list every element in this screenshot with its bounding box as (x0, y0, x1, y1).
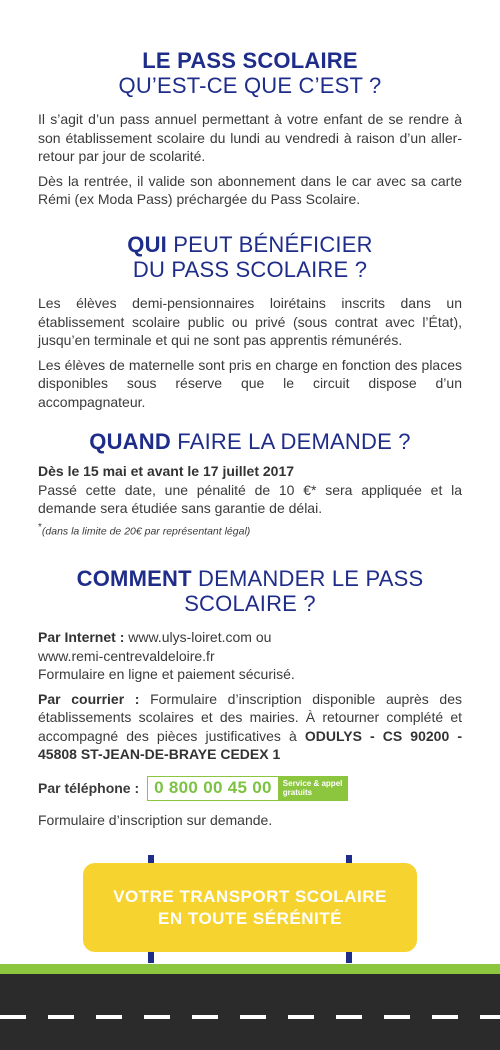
free-service-badge (278, 777, 348, 800)
title-strong: COMMENT (76, 566, 192, 591)
phone-label: Par téléphone : (38, 780, 140, 796)
road-dash (288, 1015, 314, 1019)
title-rest: QU’EST-CE QUE C’EST ? (118, 73, 382, 98)
paragraph: Les élèves de maternelle sont pris en charge en fonction des places disponibles sous réserve que le circuit dispose d’un accompagnateur. (38, 356, 462, 410)
phone-row (38, 776, 462, 801)
section-what (38, 48, 462, 209)
paragraph: Les élèves demi-pensionnaires loirétains inscrits dans un établissement scolaire public ou privé (sous contrat avec l’État), jusqu’en terminale et qui ne sont pas apprentis rémunérés. (38, 295, 462, 348)
title-rest: PEUT BÉNÉFICIER (166, 232, 373, 257)
footnote-text: (dans la limite de 20€ par représentant légal) (41, 525, 251, 537)
sign-line: EN TOUTE SÉRÉNITÉ (158, 908, 342, 928)
deadline-dates: Dès le 15 mai et avant le 17 juillet 2017 (38, 463, 295, 479)
title-strong: QUI (127, 232, 167, 257)
courrier-address: ODULYS - CS 90200 - 45808 ST-JEAN-DE-BRAYE CEDEX 1 (38, 727, 462, 762)
internet-label: Par Internet : (38, 629, 125, 645)
internet-text: www.ulys-loiret.com ou (124, 629, 272, 645)
road-dash (0, 1015, 26, 1019)
road-dash (96, 1015, 122, 1019)
road-dash (240, 1015, 266, 1019)
footnote (38, 521, 462, 539)
badge-line: Service & appel (282, 779, 343, 788)
phone-number[interactable]: 0 800 00 45 00 (154, 778, 272, 797)
road (0, 974, 500, 1050)
section-title (38, 232, 462, 282)
phone-box[interactable] (147, 776, 348, 801)
section-title (38, 48, 462, 98)
road-dash (192, 1015, 218, 1019)
section-who (38, 232, 462, 411)
internet-info: Formulaire en ligne et paiement sécurisé. (38, 666, 295, 682)
section-when (38, 429, 462, 538)
road-dash (384, 1015, 410, 1019)
section-title (38, 429, 462, 454)
title-rest: FAIRE LA DEMANDE ? (170, 429, 411, 454)
badge-line: gratuits (282, 788, 313, 797)
internet-link[interactable]: www.remi-centrevaldeloire.fr (38, 647, 215, 664)
courrier-label: Par courrier : (38, 690, 140, 707)
paragraph: Formulaire d’inscription sur demande. (38, 811, 273, 828)
sign-line: VOTRE TRANSPORT SCOLAIRE (113, 886, 387, 906)
section-how (38, 566, 462, 829)
road-dash (144, 1015, 170, 1019)
grass-strip (0, 964, 500, 974)
title-strong: QUAND (89, 429, 171, 454)
paragraph: Il s’agit d’un pass annuel permettant à votre enfant de se rendre à son établissement scolaire du lundi au vendredi à raison d’un aller-retour par jour de scolarité. (38, 111, 462, 164)
title-strong: LE PASS SCOLAIRE (142, 48, 358, 73)
paragraph: Passé cette date, une pénalité de 10 €* sera appliquée et la demande sera étudiée sans garantie de délai. (38, 481, 462, 516)
section-title (38, 566, 462, 616)
road-dash (432, 1015, 458, 1019)
paragraph: Dès la rentrée, il valide son abonnement dans le car avec sa carte Rémi (ex Moda Pass) préchargée du Pass Scolaire. (38, 172, 462, 207)
title-rest: DEMANDER LE PASS (191, 566, 424, 591)
footnote-mark: * (38, 521, 42, 533)
road-dash (480, 1015, 500, 1019)
road-dash (48, 1015, 74, 1019)
courrier-text: Formulaire d’inscription disponible auprès des établissements scolaires et des mairies. À retourner complété et accompagné des pièces justificatives à (38, 690, 462, 744)
road-dash (336, 1015, 362, 1019)
title-rest: DU PASS SCOLAIRE ? (132, 257, 368, 282)
title-rest: SCOLAIRE ? (184, 591, 316, 616)
road-sign (83, 863, 417, 952)
